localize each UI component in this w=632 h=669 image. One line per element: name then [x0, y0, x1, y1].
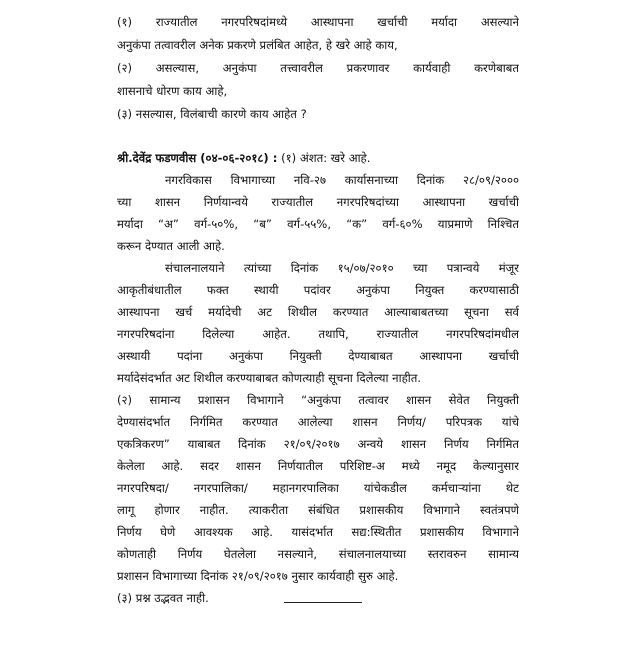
answer-line-11: (२) सामान्य प्रशासन विभागाने “अनुकंपा तत्वावर शासन सेवेत नियुक्ती — [117, 393, 519, 407]
answer-line-8: नगरपरिषदांना दिलेल्या आहेत. तथापि, राज्यातील नगरपरिषदांमधील — [117, 327, 519, 341]
answer-line-2: च्या शासन निर्णयान्वये राज्यातील नगरपरिषदांच्या आस्थापना खर्चाची — [117, 195, 519, 209]
answer-line-6: आकृतीबंधातील फक्त स्थायी पदांवर अनुकंपा नियुक्त करण्यासाठी — [117, 283, 519, 297]
closing-divider — [284, 602, 362, 603]
question-line-2: अनुकंपा तत्वावरील अनेक प्रकरणे प्रलंबित आहेत, हे खरे आहे काय, — [117, 38, 398, 52]
answer-line-1: नगरविकास विभागाच्या नवि-२७ कार्यासनाच्या दिनांक २८/०९/२००० — [165, 173, 519, 187]
answer-line-20: (३) प्रश्न उद्भवत नाही. — [117, 591, 209, 605]
answer-line-10: मर्यादेसंदर्भात अट शिथील करण्याबाबत कोणत्याही सूचना दिलेल्या नाहीत. — [117, 371, 422, 385]
question-line-1: (१) राज्यातील नगरपरिषदांमध्ये आस्थापना खर्चाची मर्यादा असल्याने — [117, 15, 519, 29]
question-line-5: (३) नसल्यास, विलंबाची कारणे काय आहेत ? — [117, 107, 307, 121]
answer-line-3: मर्यादा “अ” वर्ग-५०%, “ब” वर्ग-५५%, “क” वर्ग-६०% याप्रमाणे निश्चित — [117, 217, 519, 231]
answer-line-19: प्रशासन विभागाच्या दिनांक २१/०९/२०१७ नुसार कार्यवाही सुरु आहे. — [117, 569, 399, 583]
answer-line-9: अस्थायी पदांना अनुकंपा नियुक्ती देण्याबाबत आस्थापना खर्चाची — [117, 349, 519, 363]
answer-line-12: देण्यासंदर्भात निर्गमित करण्यात आलेल्या शासन निर्णय/ परिपत्रक यांचे — [117, 415, 519, 429]
answer-line-17: निर्णय घेणे आवश्यक आहे. यासंदर्भात सद्य:स्थितीत प्रशासकीय विभागाने — [117, 525, 519, 539]
question-line-3: (२) असल्यास, अनुकंपा तत्त्वावरील प्रकरणावर कार्यवाही करणेबाबत — [117, 61, 519, 75]
answer-line-18: कोणताही निर्णय घेतलेला नसल्याने, संचालनालयाच्या स्तरावरुन सामान्य — [117, 547, 519, 561]
question-line-4: शासनाचे धोरण काय आहे, — [117, 84, 228, 98]
answer-line-4: करून देण्यात आली आहे. — [117, 239, 225, 253]
answer-heading-line — [117, 150, 519, 166]
answer-line-14: केलेला आहे. सदर शासन निर्णयातील परिशिष्ट-अ मध्ये नमूद केल्यानुसार — [117, 459, 519, 473]
answer-speaker: श्री.देवेंद्र फडणवीस (०४-०६-२०१८) : — [117, 151, 278, 165]
answer-part-1: (१) अंशत: खरे आहे. — [281, 151, 371, 165]
answer-line-16: लागू होणार नाहीत. त्याकरीता संबंधित प्रशासकीय विभागाने स्वतंत्रपणे — [117, 503, 519, 517]
answer-line-15: नगरपरिषदा/ नगरपालिका/ महानगरपालिका यांचेकडील कर्मचाऱ्यांना थेट — [117, 481, 519, 495]
answer-line-13: एकत्रिकरण” याबाबत दिनांक २१/०९/२०१७ अन्वये शासन निर्णय निर्गमित — [117, 437, 519, 451]
answer-line-7: आस्थापना खर्च मर्यादेची अट शिथील करण्यात आल्याबाबतच्या सूचना सर्व — [117, 305, 519, 319]
answer-line-5: संचालनालयाने त्यांच्या दिनांक १५/०७/२०१० च्या पत्रान्वये मंजूर — [165, 261, 519, 275]
